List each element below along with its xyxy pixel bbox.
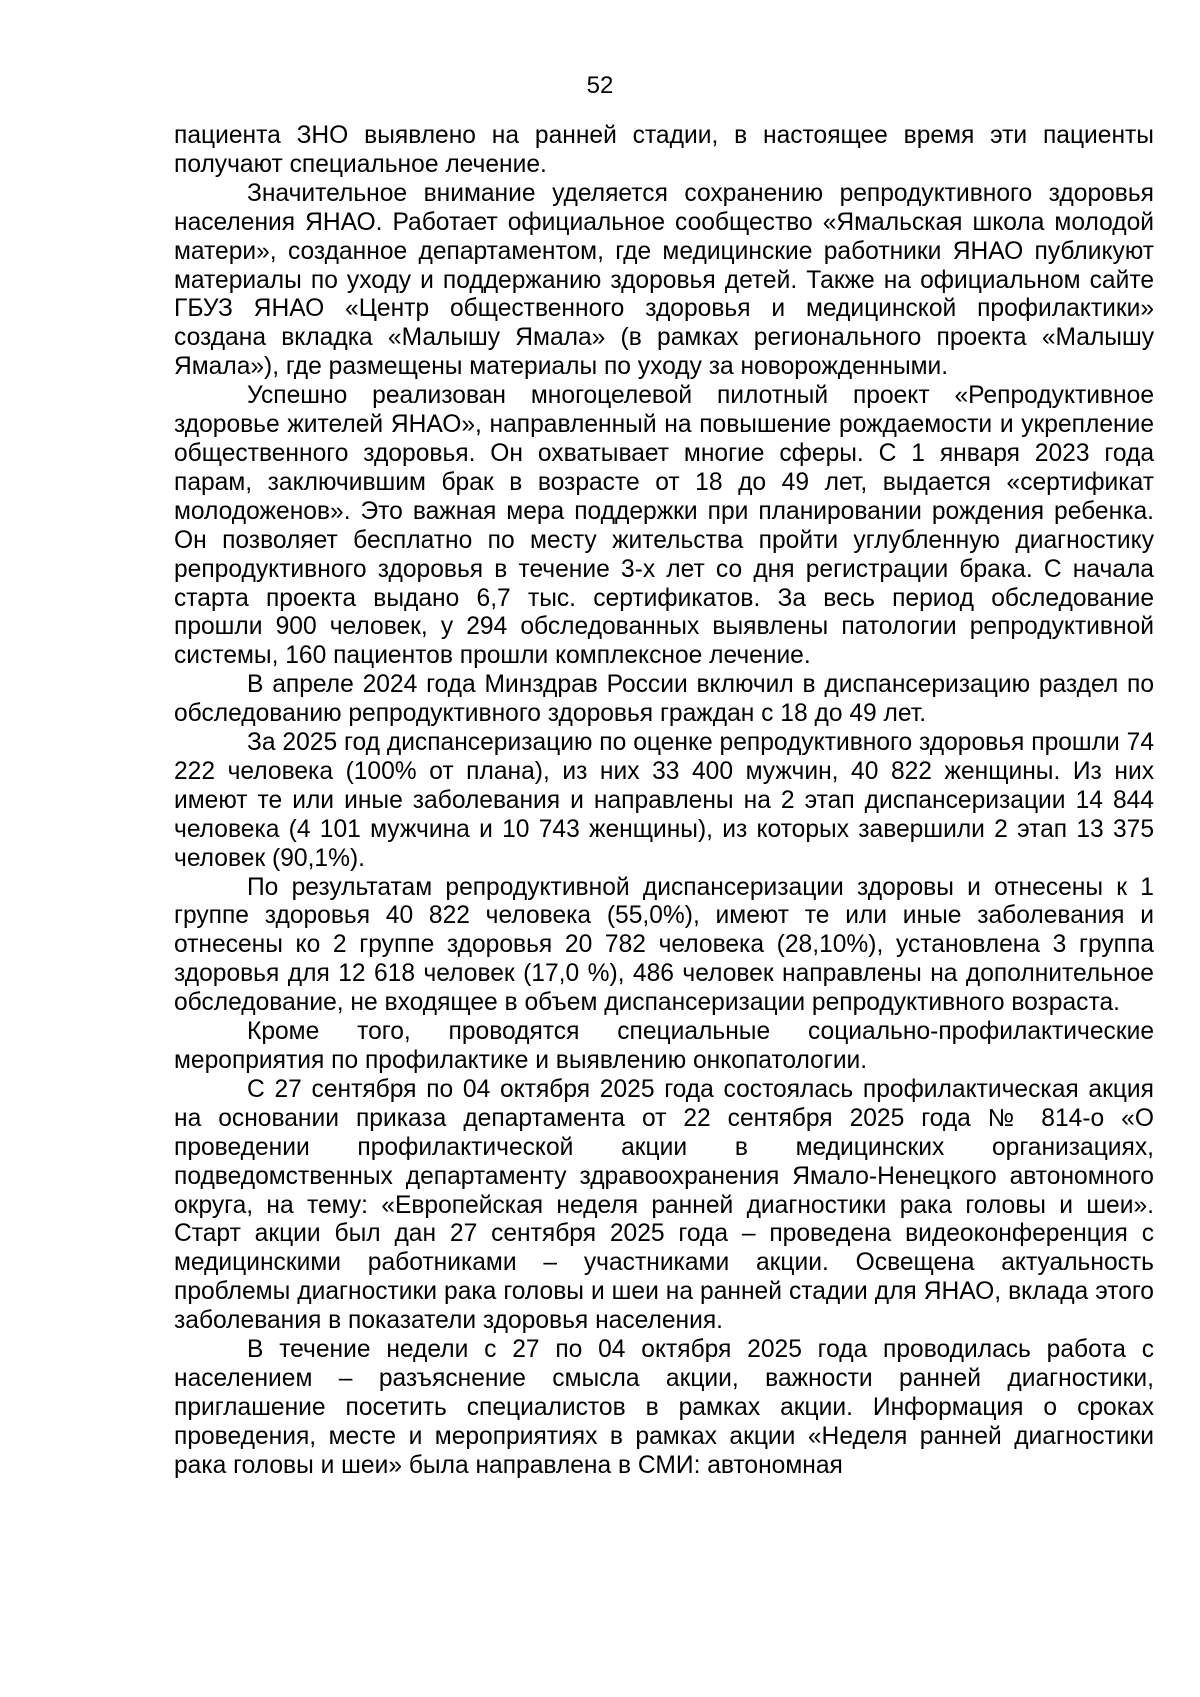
paragraph-oncology-prevention: Кроме того, проводятся специальные социально-профилактические мероприятия по профилактике и выявлению онкопатологии. <box>174 1018 1154 1074</box>
paragraph-campaign-week: В течение недели с 27 по 04 октября 2025 года проводилась работа с населением – разъяснение смысла акции, важности ранней диагностики, приглашение посетить специалистов в рамках акции. Информация о сроках проведения, месте и мероприятиях в рамках акции «Неделя ранней диагностики рака головы и шеи» была направлена в СМИ: автономная <box>174 1336 1154 1479</box>
paragraph-reproductive-health: Значительное внимание уделяется сохранению репродуктивного здоровья населения ЯНАО. Работает официальное сообщество «Ямальская школа молодой матери», созданное департаментом, где медицинские работники ЯНАО публикуют материалы по уходу и поддержанию здоровья детей. Также на официальном сайте ГБУЗ ЯНАО «Центр общественного здоровья и медицинской профилактики» создана вкладка «Малышу Ямала» (в рамках регионального проекта «Малышу Ямала»), где размещены материалы по уходу за новорожденными. <box>174 179 1154 381</box>
paragraph-prevention-campaign: С 27 сентября по 04 октября 2025 года состоялась профилактическая акция на основании приказа департамента от 22 сентября 2025 года № 814-о «О проведении профилактической акции в медицинских организациях, подведомственных департаменту здравоохранения Ямало-Ненецкого автономного округа, на тему: «Европейская неделя ранней диагностики рака головы и шеи». Старт акции был дан 27 сентября 2025 года – проведена видеоконференция с медицинскими работниками – участниками акции. Освещена актуальность проблемы диагностики рака головы и шеи на ранней стадии для ЯНАО, вклада этого заболевания в показатели здоровья населения. <box>174 1075 1154 1335</box>
paragraph-health-groups: По результатам репродуктивной диспансеризации здоровы и отнесены к 1 группе здоровья 40 822 человека (55,0%), имеют те или иные заболевания и отнесены ко 2 группе здоровья 20 782 человека (28,10%), установлена 3 группа здоровья для 12 618 человек (17,0 %), 486 человек направлены на дополнительное обследование, не входящее в объем диспансеризации репродуктивного возраста. <box>174 873 1154 1017</box>
body-text <box>174 122 1154 1481</box>
page-number: 52 <box>586 72 614 99</box>
paragraph-zno-continuation: пациента ЗНО выявлено на ранней стадии, в настоящее время эти пациенты получают специальное лечение. <box>174 122 1154 178</box>
paragraph-pilot-project: Успешно реализован многоцелевой пилотный проект «Репродуктивное здоровье жителей ЯНАО», направленный на повышение рождаемости и укрепление общественного здоровья. Он охватывает многие сферы. С 1 января 2023 года парам, заключившим брак в возрасте от 18 до 49 лет, выдается «сертификат молодоженов». Это важная мера поддержки при планировании рождения ребенка. Он позволяет бесплатно по месту жительства пройти углубленную диагностику репродуктивного здоровья в течение 3-х лет со дня регистрации брака. С начала старта проекта выдано 6,7 тыс. сертификатов. За весь период обследование прошли 900 человек, у 294 обследованных выявлены патологии репродуктивной системы, 160 пациентов прошли комплексное лечение. <box>174 382 1154 670</box>
paragraph-dispanserization-2025: За 2025 год диспансеризацию по оценке репродуктивного здоровья прошли 74 222 человека (100% от плана), из них 33 400 мужчин, 40 822 женщины. Из них имеют те или иные заболевания и направлены на 2 этап диспансеризации 14 844 человека (4 101 мужчина и 10 743 женщины), из которых завершили 2 этап 13 375 человек (90,1%). <box>174 729 1154 872</box>
paragraph-minzdrav-2024: В апреле 2024 года Минздрав России включил в диспансеризацию раздел по обследованию репродуктивного здоровья граждан с 18 до 49 лет. <box>174 671 1154 728</box>
